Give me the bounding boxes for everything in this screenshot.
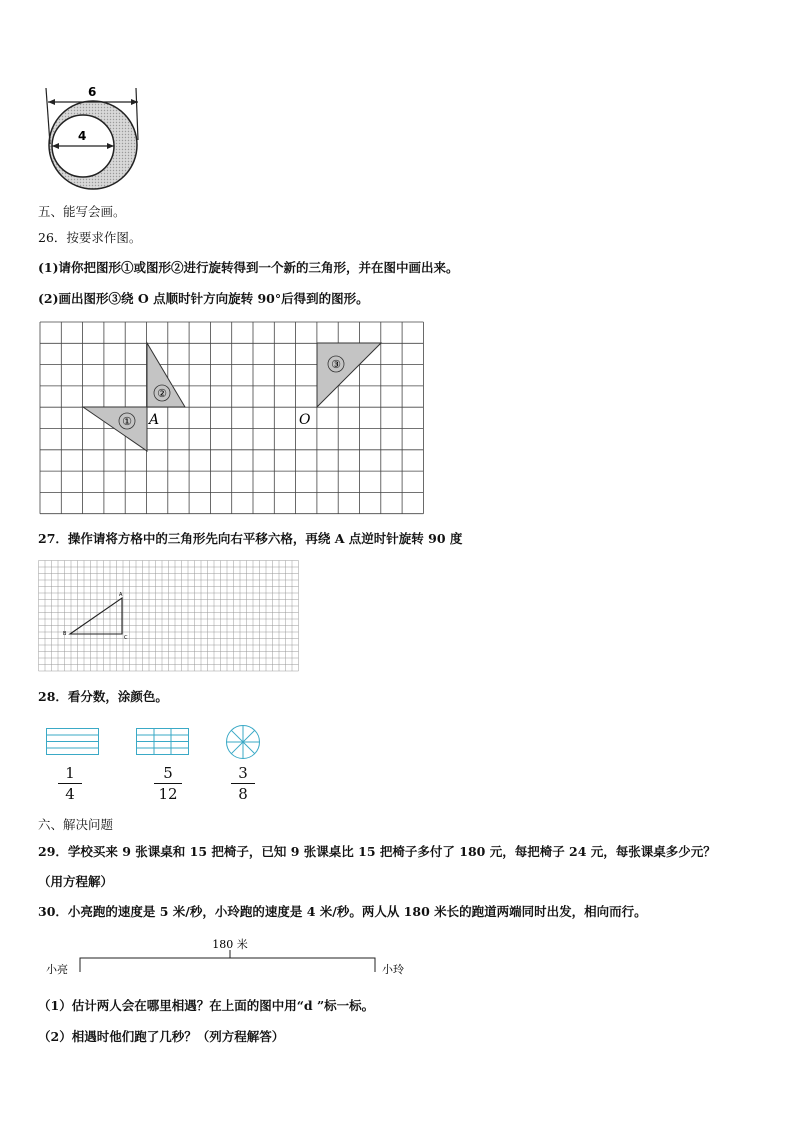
point-o-label: O: [299, 412, 311, 428]
q30-sub1: （1）估计两人会在哪里相遇？在上面的图中用“d ”标一标。: [38, 998, 375, 1013]
eighths-circle[interactable]: [225, 724, 261, 760]
fraction-numerator: 3: [238, 764, 248, 782]
fraction-3-8: [231, 764, 255, 803]
shape-2-label: ②: [157, 387, 167, 400]
abc-triangle: [70, 598, 122, 634]
q28-title: 28．看分数，涂颜色。: [38, 689, 168, 704]
fraction-denominator: 8: [238, 785, 248, 803]
q29-line2: （用方程解）: [38, 874, 114, 889]
quarter-bars[interactable]: [46, 728, 100, 756]
point-c-small: C: [124, 635, 128, 641]
outer-diameter-label: 6: [88, 85, 97, 99]
fraction-denominator: 12: [158, 785, 178, 803]
track-length-label: 180 米: [212, 938, 248, 951]
right-runner-label: 小玲: [382, 963, 404, 976]
q26-title: 26．按要求作图。: [38, 230, 142, 245]
point-b-small: B: [63, 631, 67, 637]
q27-grid[interactable]: [38, 560, 300, 672]
section5-heading: 五、能写会画。: [38, 204, 126, 219]
q27-title: 27．操作请将方格中的三角形先向右平移六格，再绕 A 点逆时针旋转 90 度: [38, 531, 463, 546]
left-runner-label: 小亮: [46, 963, 68, 976]
q29-line1: 29．学校买来 9 张课桌和 15 把椅子，已知 9 张课桌比 15 把椅子多付了 180 元，每把椅子 24 元，每张课桌多少元？: [38, 844, 716, 859]
q26-line1: (1)请你把图形①或图形②进行旋转得到一个新的三角形，并在图中画出来。: [38, 260, 459, 275]
inner-diameter-label: 4: [78, 129, 87, 143]
shape-3-triangle: [317, 343, 381, 407]
section6-heading: 六、解决问题: [38, 817, 114, 832]
shape-1-label: ①: [122, 415, 132, 428]
twelfths-grid[interactable]: [136, 728, 190, 756]
shape-1-triangle: [83, 407, 147, 451]
point-a-small: A: [119, 592, 123, 598]
fraction-numerator: 5: [163, 764, 173, 782]
fraction-5-12: [154, 764, 182, 803]
fraction-numerator: 1: [65, 764, 75, 782]
fraction-1-4: [58, 764, 82, 803]
track-diagram[interactable]: [40, 936, 420, 980]
point-a-label: A: [149, 412, 160, 428]
fraction-denominator: 4: [65, 785, 75, 803]
ring-figure: [40, 82, 150, 192]
q30-sub2: （2）相遇时他们跑了几秒？（列方程解答）: [38, 1029, 285, 1044]
q26-line2: (2)画出图形③绕 O 点顺时针方向旋转 90°后得到的图形。: [38, 291, 369, 306]
shape-3-label: ③: [331, 358, 341, 371]
q26-grid[interactable]: [39, 321, 423, 517]
q30-line1: 30．小亮跑的速度是 5 米/秒，小玲跑的速度是 4 米/秒。两人从 180 米长的跑道两端同时出发，相向而行。: [38, 904, 647, 919]
